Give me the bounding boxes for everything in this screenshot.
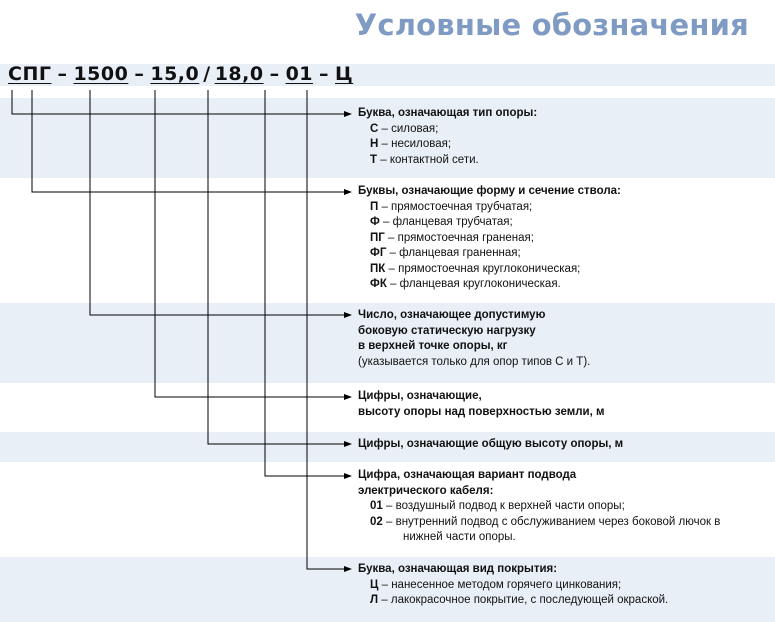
page-title: Условные обозначения <box>354 8 749 42</box>
code-part-total-height: 18,0 <box>214 63 264 85</box>
list-item: С – силовая; <box>370 122 439 135</box>
list-item: ПК – прямостоечная круглоконическая; <box>370 262 581 275</box>
list-item: Т – контактной сети. <box>370 153 479 166</box>
section-heading-line: Цифра, означающая вариант подвода <box>358 469 577 481</box>
section-heading-line: боковую статическую нагрузку <box>358 324 536 337</box>
section-load <box>358 308 590 370</box>
arrowhead <box>344 111 352 117</box>
section-heading: Буквы, означающие форму и сечение ствола: <box>358 185 621 197</box>
section-heading-line: Число, означающее допустимую <box>358 309 546 321</box>
list-item: Н – несиловая; <box>370 138 452 150</box>
section-heading-line: Цифры, означающие, <box>358 390 482 402</box>
code-dash: – <box>319 63 330 85</box>
section-heading-line: высоту опоры над поверхностью земли, м <box>358 405 605 418</box>
code-part-height: 15,0 <box>150 63 200 85</box>
section-heading-line: в верхней точке опоры, кг <box>358 340 508 352</box>
section-cable <box>358 468 720 546</box>
section-heading-line: электрического кабеля: <box>358 484 494 497</box>
connector-total-height <box>208 90 345 444</box>
section-heading: Буква, означающая вид покрытия: <box>358 563 558 575</box>
list-item: Ц – нанесенное методом горячего цинкования; <box>370 578 622 591</box>
arrowhead <box>344 394 352 400</box>
list-item: 01 – воздушный подвод к верхней части опоры; <box>370 500 625 512</box>
list-item: Ф – фланцевая трубчатая; <box>370 216 513 228</box>
section-note: (указывается только для опор типов С и Т). <box>358 355 591 368</box>
connector-coating <box>307 90 345 569</box>
list-item: ФГ – фланцевая граненная; <box>370 247 521 259</box>
code-slash: / <box>203 63 211 85</box>
code-part-coating: Ц <box>335 63 354 85</box>
arrowhead <box>344 441 352 447</box>
arrowhead <box>344 189 352 195</box>
arrowhead <box>344 312 352 318</box>
section-height <box>358 389 604 420</box>
section-total-height <box>358 437 623 453</box>
connector-shape <box>32 90 345 192</box>
arrowhead <box>344 473 352 479</box>
arrowhead <box>344 566 352 572</box>
code-part-cable: 01 <box>285 63 314 85</box>
connector-height <box>155 90 345 397</box>
section-heading: Буква, означающая тип опоры: <box>358 107 538 119</box>
connector-type <box>12 90 345 114</box>
code-dash: – <box>269 63 280 85</box>
list-item: Л – лакокрасочное покрытие, с последующей окраской. <box>370 594 669 606</box>
list-item: 02 – внутренний подвод с обслуживанием через боковой лючок в <box>370 515 721 528</box>
section-heading: Цифры, означающие общую высоту опоры, м <box>358 438 624 450</box>
list-item-continuation: нижней части опоры. <box>403 531 516 543</box>
code-dash: – <box>57 63 68 85</box>
list-item: П – прямостоечная трубчатая; <box>370 200 533 213</box>
section-coating <box>358 562 668 609</box>
list-item: ПГ – прямостоечная граненая; <box>370 231 534 244</box>
section-support-type <box>358 106 537 168</box>
connector-cable <box>265 90 345 476</box>
code-part-type: СПГ <box>8 63 52 85</box>
code-dash: – <box>134 63 145 85</box>
list-item: ФК – фланцевая круглоконическая. <box>370 278 561 290</box>
code-part-load: 1500 <box>73 63 129 85</box>
section-shape <box>358 184 621 293</box>
